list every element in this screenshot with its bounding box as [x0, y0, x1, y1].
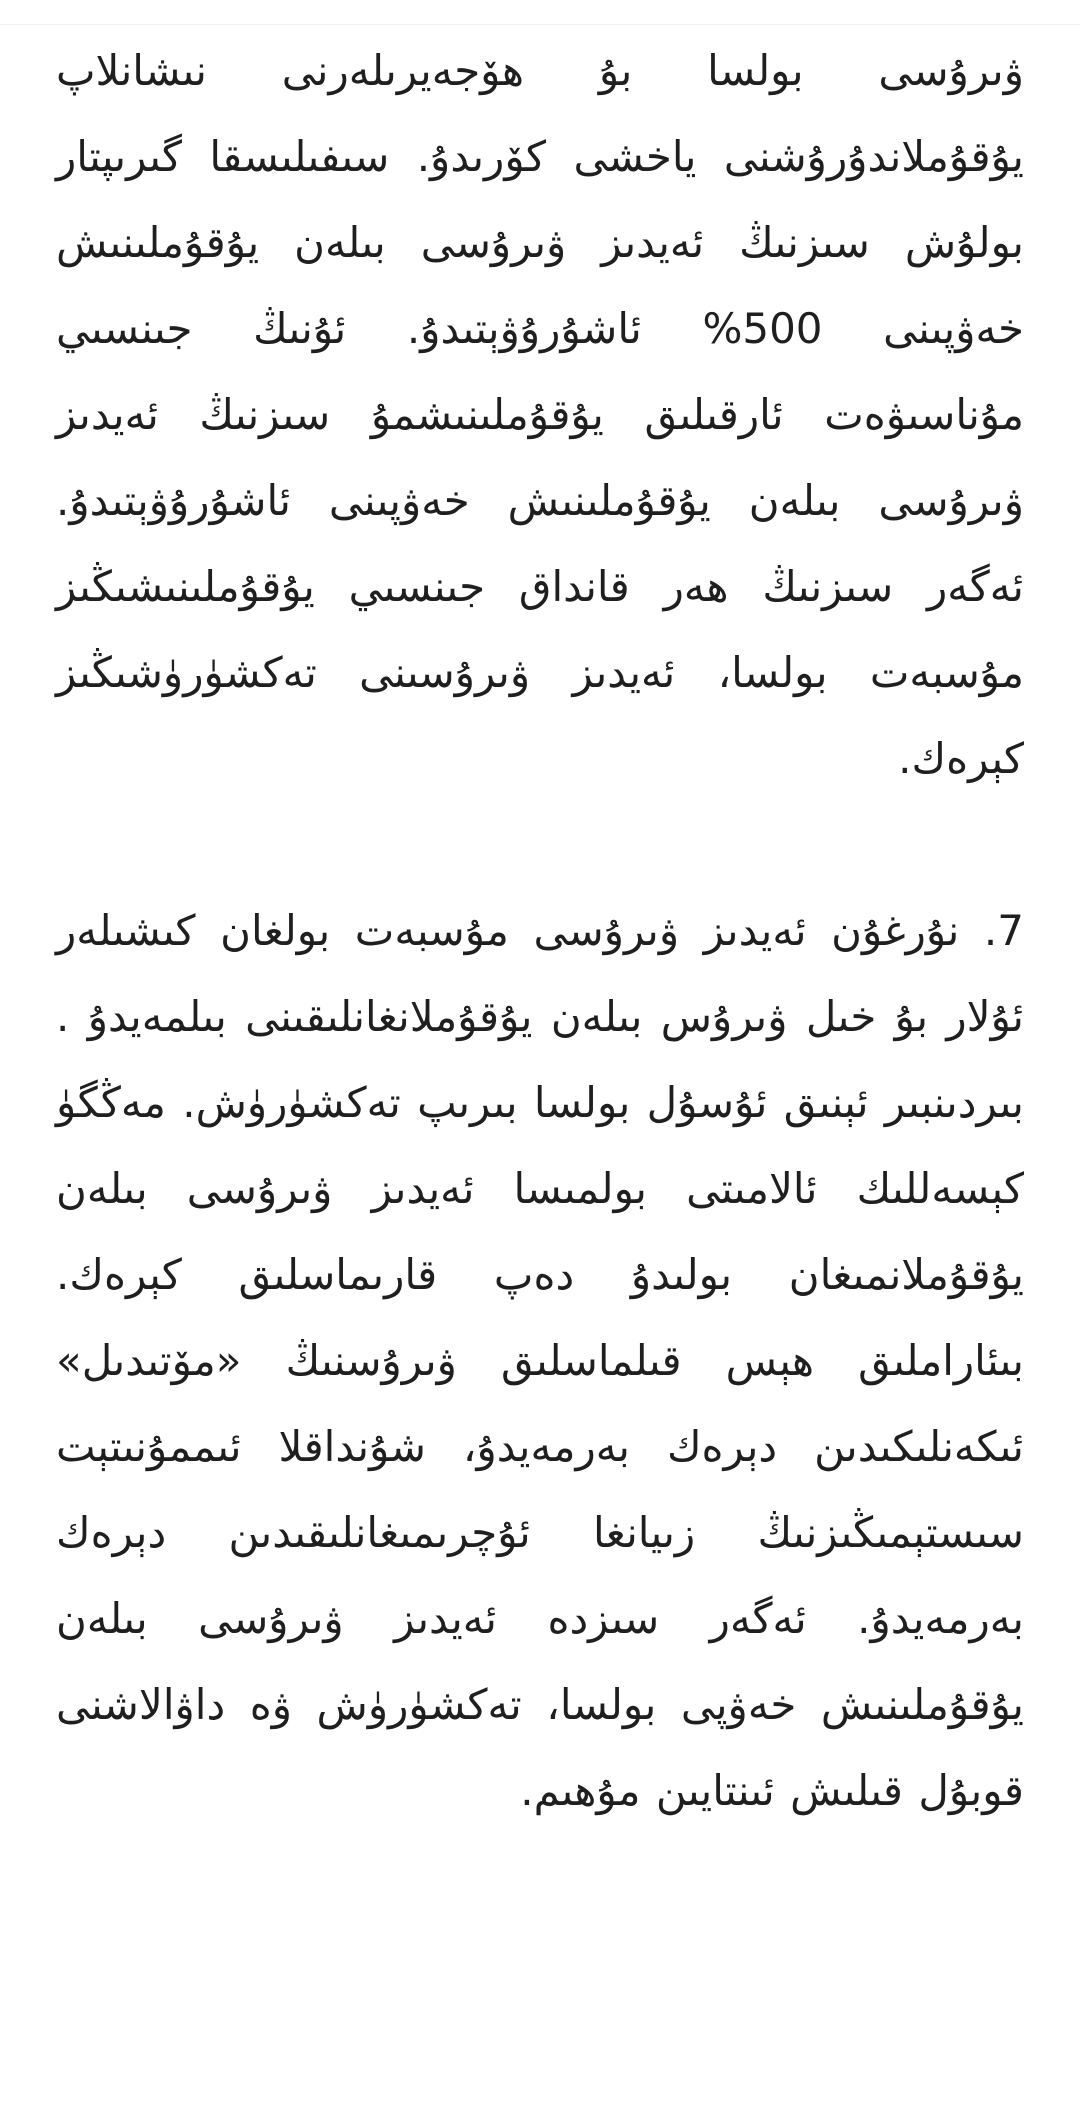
- article-body: [56, 28, 1024, 1834]
- top-divider: [0, 24, 1080, 25]
- article-paragraph-2: 7. نۇرغۇن ئەيدىز ۋىرۇسى مۇسبەت بولغان كىشىلەر ئۇلار بۇ خىل ۋىرۇس بىلەن يۇقۇملانغانلىقىنى بىلمەيدۇ . بىردىنبىر ئېنىق ئۇسۇل بولسا بىرىپ تەكشۈرۈش. مەڭگۈ كېسەللىك ئالامىتى بولمىسا ئەيدىز ۋىرۇسى بىلەن يۇقۇملانمىغان بولىدۇ دەپ قارىماسلىق كېرەك. بىئاراملىق ھېس قىلماسلىق ۋىرۇسنىڭ «مۆتىدىل» ئىكەنلىكىدىن دېرەك بەرمەيدۇ، شۇنداقلا ئىممۇنىتېت سىستېمىڭىزنىڭ زىيانغا ئۇچرىمىغانلىقىدىن دېرەك بەرمەيدۇ. ئەگەر سىزدە ئەيدىز ۋىرۇسى بىلەن يۇقۇملىنىش خەۋپى بولسا، تەكشۈرۈش ۋە داۋالاشنى قوبۇل قىلىش ئىنتايىن مۇھىم.: [56, 906, 1024, 1815]
- article-paragraph-1: ۋىرۇسى بولسا بۇ ھۆجەيرىلەرنى نىشانلاپ يۇقۇملاندۇرۇشنى ياخشى كۆرىدۇ. سىفىلىسقا گىرىپتار بولۇش سىزنىڭ ئەيدىز ۋىرۇسى بىلەن يۇقۇملىنىش خەۋپىنى 500% ئاشۇرۇۋېتىدۇ. ئۇنىڭ جىنسىي مۇناسىۋەت ئارقىلىق يۇقۇملىنىشمۇ سىزنىڭ ئەيدىز ۋىرۇسى بىلەن يۇقۇملىنىش خەۋپىنى ئاشۇرۇۋېتىدۇ. ئەگەر سىزنىڭ ھەر قانداق جىنسىي يۇقۇملىنىشىڭىز مۇسبەت بولسا، ئەيدىز ۋىرۇسىنى تەكشۈرۈشىڭىز كېرەك.: [56, 46, 1024, 783]
